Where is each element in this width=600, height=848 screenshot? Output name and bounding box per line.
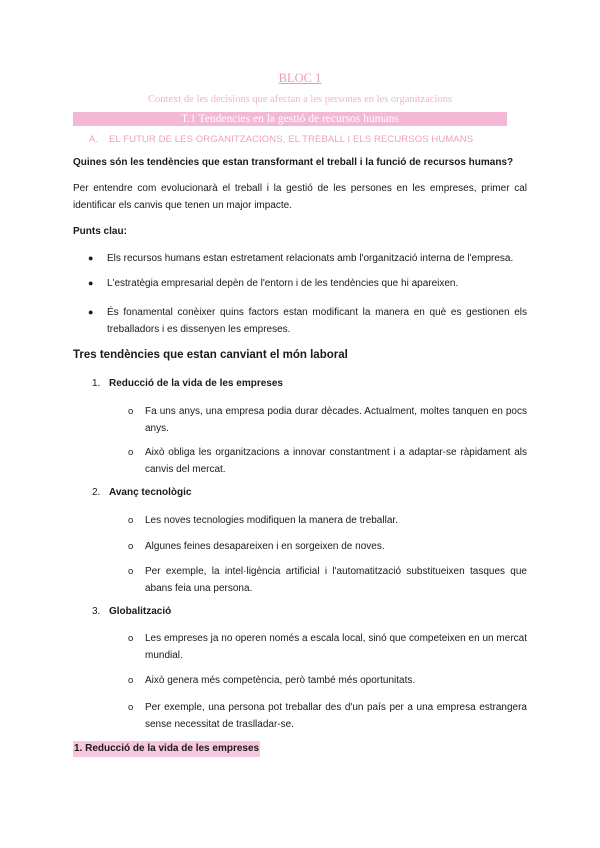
circle-bullet-icon: o	[128, 515, 134, 526]
sub-list-item	[128, 403, 527, 437]
list-item-text: És fonamental conèixer quins factors estan modificant la manera en què es gestionen els treballadors i es dissenyen les empreses.	[107, 307, 527, 335]
sub-list-item-text: Fa uns anys, una empresa podia durar dècades. Actualment, moltes tanquen en pocs anys.	[145, 406, 527, 434]
bullet-icon: ●	[88, 253, 94, 263]
list-item-text: L'estratègia empresarial depèn de l'entorn i de les tendències que hi apareixen.	[107, 278, 459, 289]
sub-list-item	[128, 512, 527, 529]
trends-heading: Tres tendències que estan canviant el món laboral	[73, 349, 348, 361]
bloc-title: BLOC 1	[278, 71, 322, 85]
topic-banner: T.1 Tendencies en la gestió de recursos humans	[73, 112, 507, 126]
circle-bullet-icon: o	[128, 675, 134, 686]
list-item	[88, 275, 527, 292]
trend-number: 1.	[92, 378, 101, 389]
highlighted-heading: 1. Reducció de la vida de les empreses	[73, 741, 260, 757]
trend-number: 2.	[92, 487, 101, 498]
circle-bullet-icon: o	[128, 541, 134, 552]
sub-list-item-text: Per exemple, una persona pot treballar des d'un país per a una empresa estrangera sense necessitat de traslladar-se.	[145, 702, 527, 730]
list-item-text: Els recursos humans estan estretament relacionats amb l'organització interna de l'empresa.	[107, 253, 514, 264]
sub-list-item-text: Les noves tecnologies modifiquen la manera de treballar.	[145, 515, 398, 526]
section-a-title: EL FUTUR DE LES ORGANITZACIONS, EL TREBALL I ELS RECURSOS HUMANS	[109, 134, 474, 145]
context-subtitle: Context de les decisions que afectan a les persones en les organitzacions	[148, 94, 452, 105]
section-a-letter: A.	[89, 134, 99, 145]
sub-list-item	[128, 699, 527, 733]
key-points-label: Punts clau:	[73, 226, 127, 237]
sub-list-item-text: Per exemple, la intel·ligència artificial i l'automatització substitueixen tasques que abans feia una persona.	[145, 566, 527, 594]
sub-list-item-text: Les empreses ja no operen només a escala local, sinó que competeixen en un mercat mundial.	[145, 633, 527, 661]
trend-title: Globalització	[109, 606, 172, 617]
trend-number: 3.	[92, 606, 101, 617]
circle-bullet-icon: o	[128, 406, 134, 417]
circle-bullet-icon: o	[128, 566, 134, 577]
bullet-icon: ●	[88, 278, 94, 288]
sub-list-item	[128, 630, 527, 664]
sub-list-item-text: Algunes feines desapareixen i en sorgeixen de noves.	[145, 541, 385, 552]
sub-list-item	[128, 672, 527, 689]
sub-list-item	[128, 538, 527, 555]
sub-list-item	[128, 444, 527, 478]
sub-list-item-text: Això obliga les organitzacions a innovar constantment i a adaptar-se ràpidament als canvis del mercat.	[145, 447, 527, 475]
intro-paragraph: Per entendre com evolucionarà el treball i la gestió de les persones en les empreses, primer cal identificar els canvis que tenen un major impacte.	[73, 183, 527, 211]
list-item	[88, 250, 527, 267]
circle-bullet-icon: o	[128, 633, 134, 644]
sub-list-item	[128, 563, 527, 597]
trend-title: Reducció de la vida de les empreses	[109, 378, 283, 389]
guiding-question: Quines són les tendències que estan transformant el treball i la funció de recursos humans?	[73, 157, 514, 168]
sub-list-item-text: Això genera més competència, però també més oportunitats.	[145, 675, 416, 686]
circle-bullet-icon: o	[128, 447, 134, 458]
bullet-icon: ●	[88, 307, 94, 317]
trend-title: Avanç tecnològic	[109, 487, 192, 498]
circle-bullet-icon: o	[128, 702, 134, 713]
list-item	[88, 304, 527, 338]
